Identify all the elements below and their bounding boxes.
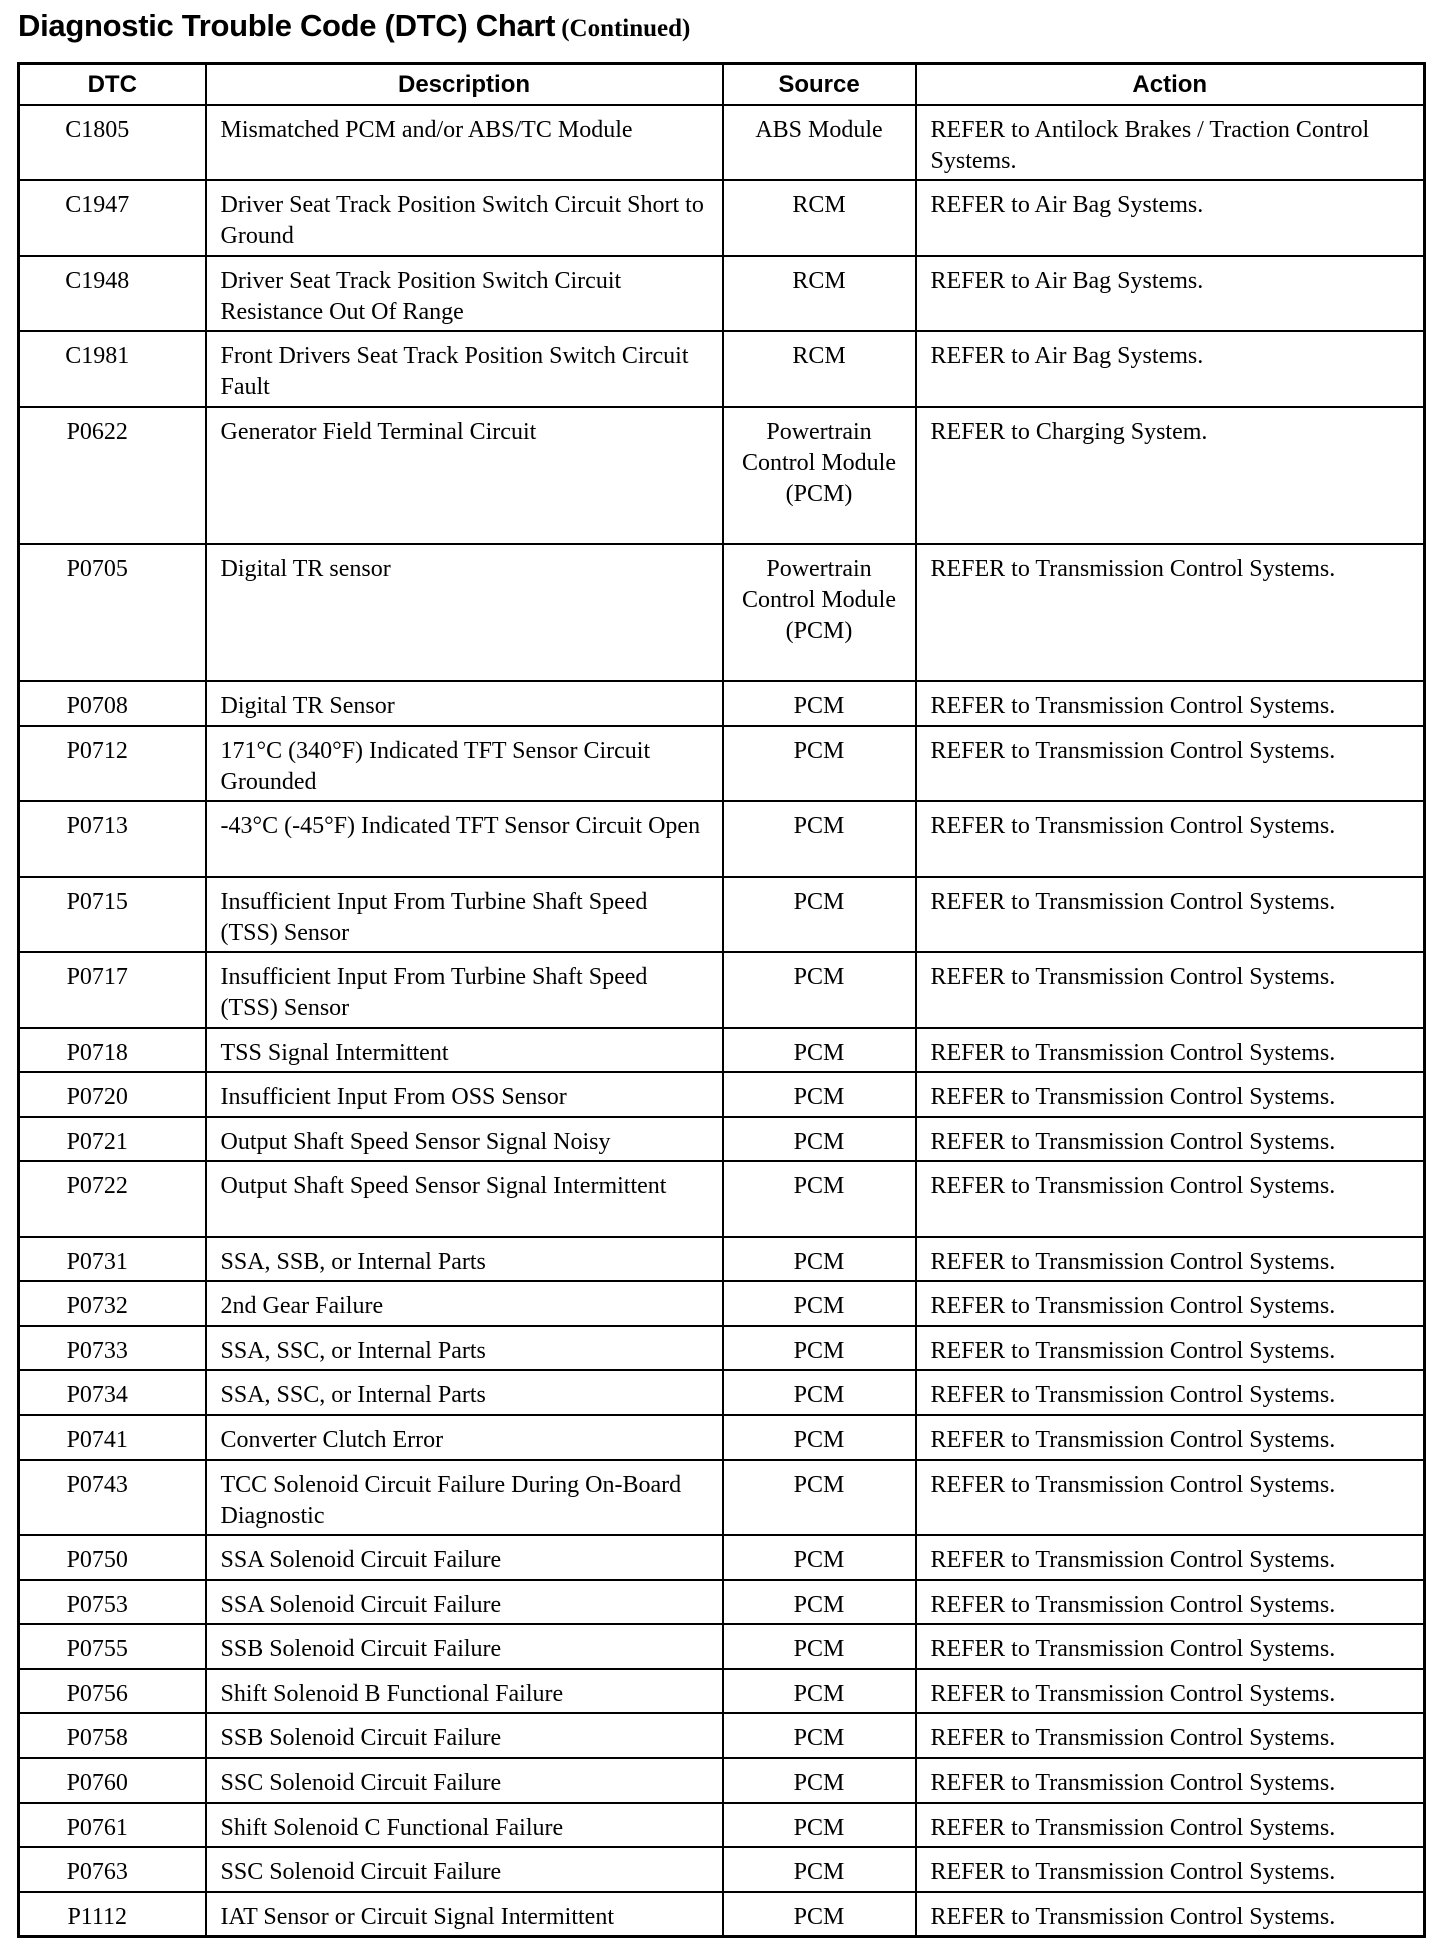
dtc-cell: P0761: [19, 1803, 206, 1848]
column-header-description: Description: [206, 64, 723, 106]
action-cell: REFER to Transmission Control Systems.: [916, 1117, 1425, 1162]
source-cell: PCM: [723, 1028, 916, 1073]
action-cell: REFER to Transmission Control Systems.: [916, 1758, 1425, 1803]
source-cell: PCM: [723, 681, 916, 726]
description-cell: 2nd Gear Failure: [206, 1281, 723, 1326]
action-cell: REFER to Antilock Brakes / Traction Control Systems.: [916, 105, 1425, 180]
action-cell: REFER to Air Bag Systems.: [916, 256, 1425, 331]
action-cell: REFER to Transmission Control Systems.: [916, 726, 1425, 801]
source-cell: PCM: [723, 1161, 916, 1236]
dtc-cell: C1947: [19, 180, 206, 255]
action-cell: REFER to Transmission Control Systems.: [916, 801, 1425, 876]
dtc-cell: P0715: [19, 877, 206, 952]
dtc-cell: P0717: [19, 952, 206, 1027]
source-cell: PCM: [723, 1072, 916, 1117]
table-row: [19, 681, 1425, 726]
dtc-cell: P0758: [19, 1713, 206, 1758]
source-cell: PCM: [723, 952, 916, 1027]
table-row: [19, 1535, 1425, 1580]
description-cell: SSB Solenoid Circuit Failure: [206, 1713, 723, 1758]
description-cell: SSA Solenoid Circuit Failure: [206, 1535, 723, 1580]
table-row: [19, 1028, 1425, 1073]
table-row: [19, 1803, 1425, 1848]
action-cell: REFER to Transmission Control Systems.: [916, 877, 1425, 952]
source-cell: PCM: [723, 1237, 916, 1282]
dtc-cell: P0755: [19, 1624, 206, 1669]
action-cell: REFER to Transmission Control Systems.: [916, 1237, 1425, 1282]
table-row: [19, 544, 1425, 681]
source-cell: PCM: [723, 1758, 916, 1803]
table-row: [19, 1415, 1425, 1460]
table-row: [19, 1237, 1425, 1282]
table-row: [19, 1624, 1425, 1669]
column-header-dtc: DTC: [19, 64, 206, 106]
table-row: [19, 801, 1425, 876]
source-cell: PCM: [723, 1535, 916, 1580]
table-row: [19, 331, 1425, 406]
table-row: [19, 726, 1425, 801]
source-cell: ABS Module: [723, 105, 916, 180]
action-cell: REFER to Transmission Control Systems.: [916, 1028, 1425, 1073]
description-cell: SSA Solenoid Circuit Failure: [206, 1580, 723, 1625]
dtc-cell: P0753: [19, 1580, 206, 1625]
description-cell: Insufficient Input From OSS Sensor: [206, 1072, 723, 1117]
dtc-cell: P0708: [19, 681, 206, 726]
dtc-cell: P0763: [19, 1847, 206, 1892]
dtc-cell: P0733: [19, 1326, 206, 1371]
source-cell: PCM: [723, 1326, 916, 1371]
dtc-cell: P0732: [19, 1281, 206, 1326]
description-cell: SSB Solenoid Circuit Failure: [206, 1624, 723, 1669]
description-cell: Shift Solenoid B Functional Failure: [206, 1669, 723, 1714]
dtc-cell: P0718: [19, 1028, 206, 1073]
title-main: Diagnostic Trouble Code (DTC) Chart: [18, 8, 556, 43]
source-cell: PCM: [723, 1117, 916, 1162]
table-row: [19, 1281, 1425, 1326]
description-cell: Insufficient Input From Turbine Shaft Speed (TSS) Sensor: [206, 952, 723, 1027]
source-cell: PCM: [723, 1669, 916, 1714]
dtc-cell: P0713: [19, 801, 206, 876]
source-cell: PCM: [723, 1580, 916, 1625]
description-cell: SSA, SSB, or Internal Parts: [206, 1237, 723, 1282]
description-cell: Output Shaft Speed Sensor Signal Noisy: [206, 1117, 723, 1162]
source-cell: RCM: [723, 256, 916, 331]
table-row: [19, 1847, 1425, 1892]
source-cell: PCM: [723, 1460, 916, 1535]
column-header-action: Action: [916, 64, 1425, 106]
dtc-table: [17, 62, 1426, 1938]
dtc-cell: P0721: [19, 1117, 206, 1162]
description-cell: Digital TR sensor: [206, 544, 723, 681]
action-cell: REFER to Transmission Control Systems.: [916, 1281, 1425, 1326]
source-cell: PCM: [723, 1713, 916, 1758]
table-row: [19, 1669, 1425, 1714]
action-cell: REFER to Transmission Control Systems.: [916, 1460, 1425, 1535]
title-suffix: (Continued): [561, 15, 691, 42]
table-row: [19, 877, 1425, 952]
source-cell: RCM: [723, 180, 916, 255]
source-cell: PCM: [723, 1892, 916, 1937]
description-cell: SSC Solenoid Circuit Failure: [206, 1758, 723, 1803]
table-row: [19, 105, 1425, 180]
table-row: [19, 1326, 1425, 1371]
dtc-cell: C1805: [19, 105, 206, 180]
description-cell: IAT Sensor or Circuit Signal Intermittent: [206, 1892, 723, 1937]
description-cell: Driver Seat Track Position Switch Circuit Short to Ground: [206, 180, 723, 255]
source-cell: PCM: [723, 1847, 916, 1892]
source-cell: Powertrain Control Module (PCM): [723, 407, 916, 544]
source-cell: PCM: [723, 1370, 916, 1415]
dtc-cell: P0756: [19, 1669, 206, 1714]
dtc-cell: P0743: [19, 1460, 206, 1535]
dtc-cell: P0760: [19, 1758, 206, 1803]
table-row: [19, 256, 1425, 331]
column-header-source: Source: [723, 64, 916, 106]
description-cell: -43°C (-45°F) Indicated TFT Sensor Circuit Open: [206, 801, 723, 876]
description-cell: Insufficient Input From Turbine Shaft Speed (TSS) Sensor: [206, 877, 723, 952]
source-cell: PCM: [723, 1281, 916, 1326]
description-cell: SSA, SSC, or Internal Parts: [206, 1370, 723, 1415]
table-row: [19, 1892, 1425, 1937]
description-cell: Driver Seat Track Position Switch Circuit Resistance Out Of Range: [206, 256, 723, 331]
action-cell: REFER to Transmission Control Systems.: [916, 1072, 1425, 1117]
dtc-cell: P0731: [19, 1237, 206, 1282]
action-cell: REFER to Transmission Control Systems.: [916, 1669, 1425, 1714]
description-cell: Front Drivers Seat Track Position Switch Circuit Fault: [206, 331, 723, 406]
description-cell: TSS Signal Intermittent: [206, 1028, 723, 1073]
table-row: [19, 1117, 1425, 1162]
action-cell: REFER to Transmission Control Systems.: [916, 1713, 1425, 1758]
source-cell: PCM: [723, 726, 916, 801]
dtc-cell: P0750: [19, 1535, 206, 1580]
action-cell: REFER to Air Bag Systems.: [916, 331, 1425, 406]
source-cell: PCM: [723, 1624, 916, 1669]
dtc-cell: P1112: [19, 1892, 206, 1937]
dtc-cell: P0722: [19, 1161, 206, 1236]
action-cell: REFER to Transmission Control Systems.: [916, 681, 1425, 726]
action-cell: REFER to Charging System.: [916, 407, 1425, 544]
source-cell: PCM: [723, 1803, 916, 1848]
source-cell: RCM: [723, 331, 916, 406]
table-row: [19, 952, 1425, 1027]
dtc-cell: P0734: [19, 1370, 206, 1415]
table-row: [19, 1370, 1425, 1415]
action-cell: REFER to Transmission Control Systems.: [916, 1161, 1425, 1236]
table-row: [19, 1072, 1425, 1117]
action-cell: REFER to Transmission Control Systems.: [916, 952, 1425, 1027]
action-cell: REFER to Transmission Control Systems.: [916, 1415, 1425, 1460]
description-cell: 171°C (340°F) Indicated TFT Sensor Circuit Grounded: [206, 726, 723, 801]
action-cell: REFER to Air Bag Systems.: [916, 180, 1425, 255]
action-cell: REFER to Transmission Control Systems.: [916, 1535, 1425, 1580]
action-cell: REFER to Transmission Control Systems.: [916, 1847, 1425, 1892]
description-cell: Converter Clutch Error: [206, 1415, 723, 1460]
description-cell: TCC Solenoid Circuit Failure During On-Board Diagnostic: [206, 1460, 723, 1535]
description-cell: SSA, SSC, or Internal Parts: [206, 1326, 723, 1371]
dtc-cell: P0720: [19, 1072, 206, 1117]
source-cell: Powertrain Control Module (PCM): [723, 544, 916, 681]
action-cell: REFER to Transmission Control Systems.: [916, 1892, 1425, 1937]
action-cell: REFER to Transmission Control Systems.: [916, 1326, 1425, 1371]
dtc-cell: P0712: [19, 726, 206, 801]
dtc-cell: P0622: [19, 407, 206, 544]
dtc-cell: P0741: [19, 1415, 206, 1460]
dtc-cell: C1981: [19, 331, 206, 406]
action-cell: REFER to Transmission Control Systems.: [916, 1580, 1425, 1625]
table-row: [19, 1713, 1425, 1758]
description-cell: Digital TR Sensor: [206, 681, 723, 726]
description-cell: Mismatched PCM and/or ABS/TC Module: [206, 105, 723, 180]
table-row: [19, 1580, 1425, 1625]
description-cell: Output Shaft Speed Sensor Signal Intermittent: [206, 1161, 723, 1236]
action-cell: REFER to Transmission Control Systems.: [916, 1624, 1425, 1669]
table-row: [19, 1161, 1425, 1236]
description-cell: Shift Solenoid C Functional Failure: [206, 1803, 723, 1848]
action-cell: REFER to Transmission Control Systems.: [916, 544, 1425, 681]
table-row: [19, 407, 1425, 544]
dtc-cell: C1948: [19, 256, 206, 331]
source-cell: PCM: [723, 877, 916, 952]
dtc-cell: P0705: [19, 544, 206, 681]
action-cell: REFER to Transmission Control Systems.: [916, 1370, 1425, 1415]
source-cell: PCM: [723, 1415, 916, 1460]
description-cell: SSC Solenoid Circuit Failure: [206, 1847, 723, 1892]
description-cell: Generator Field Terminal Circuit: [206, 407, 723, 544]
table-row: [19, 180, 1425, 255]
table-row: [19, 1460, 1425, 1535]
page-title: [18, 8, 690, 44]
source-cell: PCM: [723, 801, 916, 876]
action-cell: REFER to Transmission Control Systems.: [916, 1803, 1425, 1848]
table-header-row: [19, 64, 1425, 106]
table-row: [19, 1758, 1425, 1803]
